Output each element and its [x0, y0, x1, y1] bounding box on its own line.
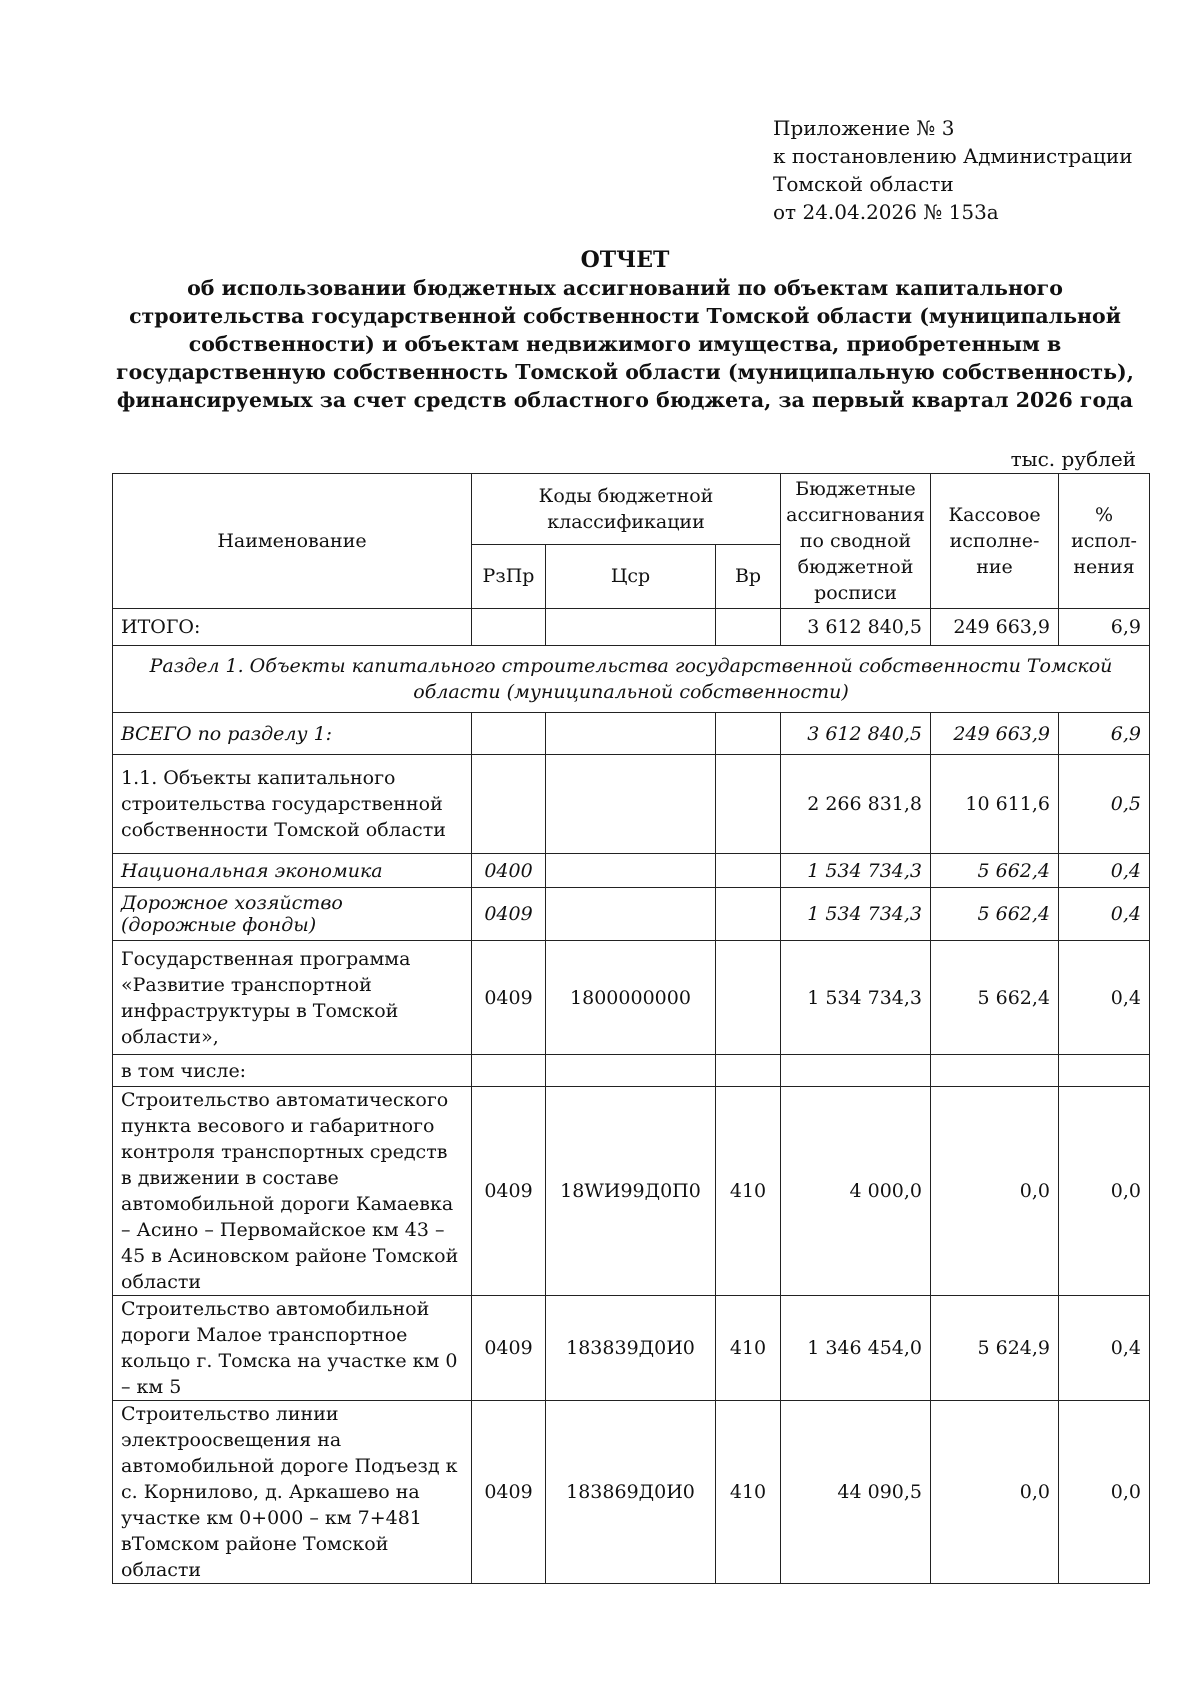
report-title-line-3: собственности) и объектам недвижимого имущества, приобретенным в: [188, 332, 1062, 356]
row-csr: [546, 854, 716, 888]
header-vr: Вр: [716, 544, 781, 608]
appendix-note: [773, 114, 1173, 226]
row-vr: [716, 713, 781, 755]
header-rzpr: РзПр: [472, 544, 546, 608]
row-vr: 410: [716, 1296, 781, 1401]
row-budget: 2 266 831,8: [781, 755, 931, 854]
row-percent: 0,4: [1059, 941, 1150, 1055]
row-name: Дорожное хозяйство (дорожные фонды): [113, 888, 472, 941]
row-name: Строительство автоматического пункта весового и габаритного контроля транспортных средств в движении в составе автомобильной дороги Камаевка – Асино – Первомайское км 43 – 45 в Асиновском районе Томской области: [113, 1087, 472, 1296]
total-name: ИТОГО:: [113, 609, 472, 646]
table-row: [113, 1296, 1150, 1401]
row-cash: 0,0: [931, 1401, 1059, 1584]
row-percent: [1059, 1055, 1150, 1087]
row-csr: [546, 1055, 716, 1087]
row-rzpr: 0409: [472, 1296, 546, 1401]
report-title: [110, 246, 1140, 414]
table-row: [113, 1087, 1150, 1296]
total-cash: 249 663,9: [931, 609, 1059, 646]
total-csr: [546, 609, 716, 646]
total-budget: 3 612 840,5: [781, 609, 931, 646]
table-row: [113, 755, 1150, 854]
units-label: тыс. рублей: [1010, 447, 1136, 471]
table-row: [113, 888, 1150, 941]
row-budget: 1 534 734,3: [781, 854, 931, 888]
row-budget: 1 346 454,0: [781, 1296, 931, 1401]
header-budget: Бюджетные ассигнования по сводной бюджетной росписи: [781, 474, 931, 609]
header-csr: Цср: [546, 544, 716, 608]
row-rzpr: 0409: [472, 1401, 546, 1584]
row-name: ВСЕГО по разделу 1:: [113, 713, 472, 755]
row-name: Строительство автомобильной дороги Малое транспортное кольцо г. Томска на участке км 0 – км 5: [113, 1296, 472, 1401]
row-cash: 5 662,4: [931, 888, 1059, 941]
appendix-line-2: к постановлению Администрации: [773, 144, 1133, 168]
report-title-line-4: государственную собственность Томской области (муниципальную собственность),: [116, 360, 1134, 384]
row-budget: [781, 1055, 931, 1087]
row-vr: [716, 941, 781, 1055]
total-vr: [716, 609, 781, 646]
row-name: Национальная экономика: [113, 854, 472, 888]
row-budget: 4 000,0: [781, 1087, 931, 1296]
row-vr: [716, 888, 781, 941]
row-name: Строительство линии электроосвещения на автомобильной дороге Подъезд к с. Корнилово, д. Аркашево на участке км 0+000 – км 7+481 вТомском районе Томской области: [113, 1401, 472, 1584]
row-csr: [546, 713, 716, 755]
row-budget: 1 534 734,3: [781, 941, 931, 1055]
row-rzpr: 0400: [472, 854, 546, 888]
row-cash: 5 624,9: [931, 1296, 1059, 1401]
appendix-line-3: Томской области: [773, 172, 954, 196]
total-rzpr: [472, 609, 546, 646]
header-codes: Коды бюджетной классификации: [472, 474, 781, 545]
row-cash: 5 662,4: [931, 854, 1059, 888]
row-percent: 0,5: [1059, 755, 1150, 854]
row-rzpr: 0409: [472, 1087, 546, 1296]
row-cash: 0,0: [931, 1087, 1059, 1296]
report-title-line-1: об использовании бюджетных ассигнований по объектам капитального: [187, 276, 1063, 300]
row-rzpr: [472, 755, 546, 854]
row-vr: [716, 755, 781, 854]
section-1-title: Раздел 1. Объекты капитального строительства государственной собственности Томской области (муниципальной собственности): [113, 646, 1150, 713]
report-title-line-5: финансируемых за счет средств областного бюджета, за первый квартал 2026 года: [116, 388, 1134, 412]
row-name: 1.1. Объекты капитального строительства государственной собственности Томской области: [113, 755, 472, 854]
table-row: [113, 1055, 1150, 1087]
row-csr: 183869Д0И0: [546, 1401, 716, 1584]
row-vr: [716, 854, 781, 888]
total-percent: 6,9: [1059, 609, 1150, 646]
table-row: [113, 941, 1150, 1055]
header-percent: % испол-нения: [1059, 474, 1150, 609]
header-name: Наименование: [113, 474, 472, 609]
row-cash: 5 662,4: [931, 941, 1059, 1055]
header-cash: Кассовое исполне-ние: [931, 474, 1059, 609]
row-budget: 3 612 840,5: [781, 713, 931, 755]
row-percent: 0,4: [1059, 888, 1150, 941]
total-row: [113, 609, 1150, 646]
table-row: [113, 713, 1150, 755]
row-name: Государственная программа «Развитие транспортной инфраструктуры в Томской области»,: [113, 941, 472, 1055]
row-percent: 0,4: [1059, 854, 1150, 888]
row-csr: 183839Д0И0: [546, 1296, 716, 1401]
row-rzpr: 0409: [472, 941, 546, 1055]
row-rzpr: [472, 1055, 546, 1087]
row-csr: [546, 755, 716, 854]
appendix-line-1: Приложение № 3: [773, 116, 955, 140]
appendix-line-4: от 24.04.2026 № 153а: [773, 200, 999, 224]
row-cash: 249 663,9: [931, 713, 1059, 755]
row-vr: [716, 1055, 781, 1087]
row-name: в том числе:: [113, 1055, 472, 1087]
row-percent: 6,9: [1059, 713, 1150, 755]
row-csr: [546, 888, 716, 941]
table-row: [113, 1401, 1150, 1584]
row-percent: 0,0: [1059, 1401, 1150, 1584]
row-percent: 0,4: [1059, 1296, 1150, 1401]
row-budget: 1 534 734,3: [781, 888, 931, 941]
row-csr: 1800000000: [546, 941, 716, 1055]
report-title-line-2: строительства государственной собственности Томской области (муниципальной: [129, 304, 1121, 328]
row-rzpr: [472, 713, 546, 755]
row-csr: 18WИ99Д0П0: [546, 1087, 716, 1296]
row-cash: [931, 1055, 1059, 1087]
table-row: [113, 854, 1150, 888]
report-table: [112, 473, 1150, 1584]
row-percent: 0,0: [1059, 1087, 1150, 1296]
row-rzpr: 0409: [472, 888, 546, 941]
row-vr: 410: [716, 1087, 781, 1296]
row-budget: 44 090,5: [781, 1401, 931, 1584]
row-cash: 10 611,6: [931, 755, 1059, 854]
section-1-row: [113, 646, 1150, 713]
row-vr: 410: [716, 1401, 781, 1584]
report-title-main: ОТЧЕТ: [580, 247, 670, 273]
